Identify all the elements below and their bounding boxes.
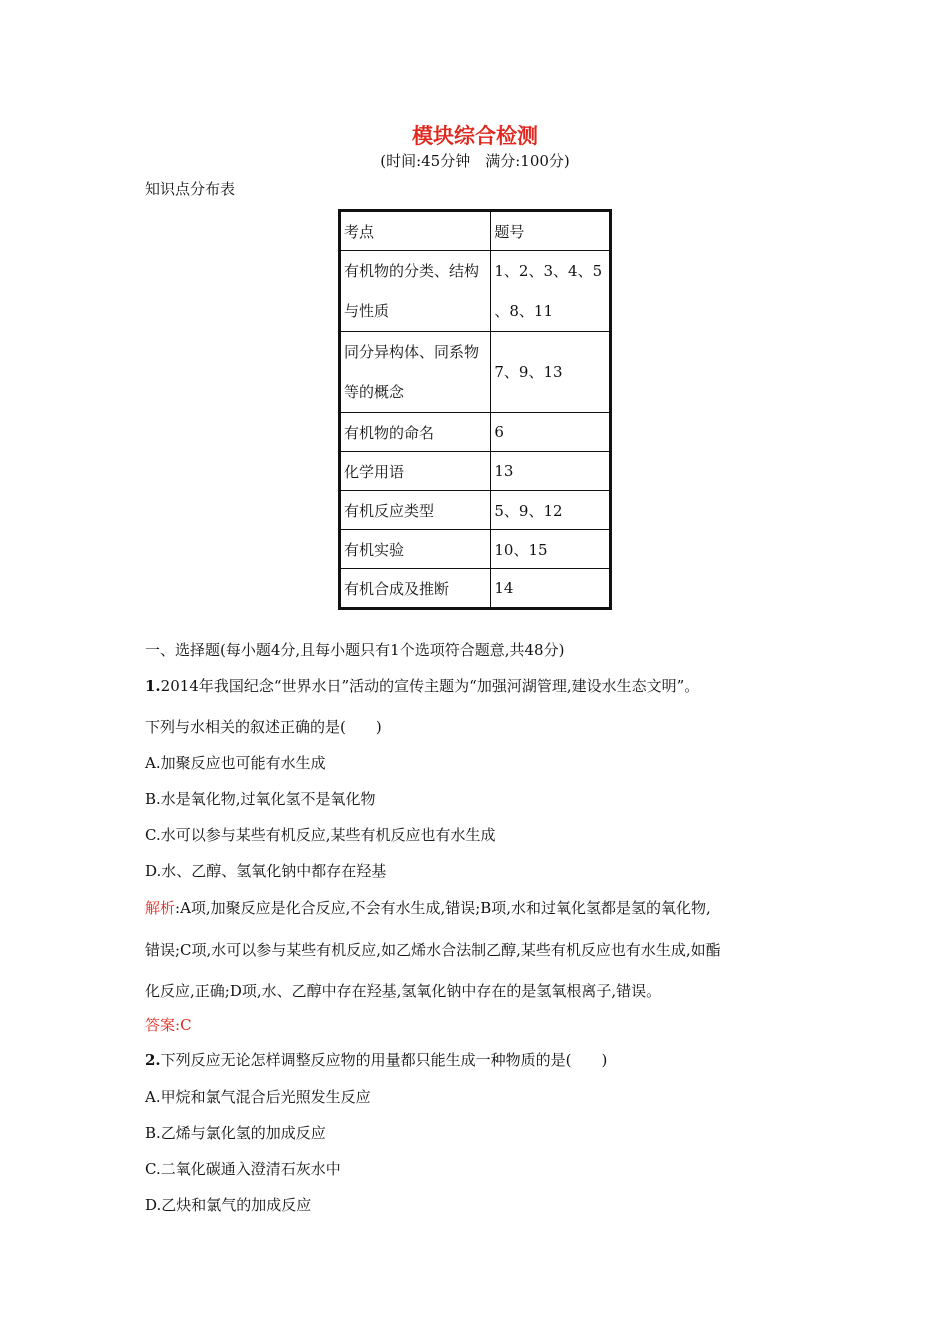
topic-cell: 有机合成及推断 (340, 569, 491, 609)
table-row (340, 569, 611, 609)
analysis-label: 解析 (145, 899, 176, 917)
question-number: 2. (145, 1051, 161, 1069)
topic-cell: 有机实验 (340, 530, 491, 569)
numbers-cell: 10、15 (491, 530, 611, 569)
numbers-cell: 14 (491, 569, 611, 609)
option-c: C.水可以参与某些有机反应,某些有机反应也有水生成 (145, 826, 496, 844)
table-row (340, 452, 611, 491)
option-b: B.乙烯与氯化氢的加成反应 (145, 1124, 326, 1142)
numbers-cell: 5、9、12 (491, 491, 611, 530)
topic-cell: 有机反应类型 (340, 491, 491, 530)
option-d: D.水、乙醇、氢氧化钠中都存在羟基 (145, 862, 387, 880)
numbers-cell: 13 (491, 452, 611, 491)
topic-cell: 同分异构体、同系物 等的概念 (340, 332, 491, 413)
question-number: 1. (145, 677, 161, 695)
table-row (340, 332, 611, 413)
numbers-cell: 1、2、3、4、5 、8、11 (491, 251, 611, 332)
option-c: C.二氧化碳通入澄清石灰水中 (145, 1160, 341, 1178)
header-question-numbers: 题号 (491, 211, 611, 251)
table-row (340, 251, 611, 332)
table-caption: 知识点分布表 (145, 180, 236, 198)
question-1-stem-cont: 下列与水相关的叙述正确的是( ) (145, 718, 382, 736)
analysis-line: 化反应,正确;D项,水、乙醇中存在羟基,氢氧化钠中存在的是氢氧根离子,错误。 (145, 982, 662, 1000)
exam-time-score: (时间:45分钟 满分:100分) (380, 152, 570, 170)
numbers-cell: 7、9、13 (491, 332, 611, 413)
table-row (340, 413, 611, 452)
question-1-stem: 1.2014年我国纪念“世界水日”活动的宣传主题为“加强河湖管理,建设水生态文明”。 (145, 677, 700, 695)
header-topic: 考点 (340, 211, 491, 251)
section-heading: 一、选择题(每小题4分,且每小题只有1个选项符合题意,共48分) (145, 641, 565, 659)
answer-label: 答案 (145, 1016, 176, 1034)
knowledge-point-table (338, 209, 612, 610)
option-a: A.加聚反应也可能有水生成 (145, 754, 326, 772)
option-b: B.水是氧化物,过氧化氢不是氧化物 (145, 790, 376, 808)
table-row (340, 530, 611, 569)
topic-cell: 化学用语 (340, 452, 491, 491)
analysis-line: 解析:A项,加聚反应是化合反应,不会有水生成,错误;B项,水和过氧化氢都是氢的氧化物, (145, 899, 711, 917)
table-header-row (340, 211, 611, 251)
question-2-stem: 2.下列反应无论怎样调整反应物的用量都只能生成一种物质的是( ) (145, 1051, 608, 1069)
analysis-line: 错误;C项,水可以参与某些有机反应,如乙烯水合法制乙醇,某些有机反应也有水生成,如酯 (145, 941, 721, 959)
answer-value: :C (175, 1016, 192, 1034)
topic-cell: 有机物的分类、结构 与性质 (340, 251, 491, 332)
numbers-cell: 6 (491, 413, 611, 452)
option-d: D.乙炔和氯气的加成反应 (145, 1196, 312, 1214)
table-row (340, 491, 611, 530)
topic-cell: 有机物的命名 (340, 413, 491, 452)
option-a: A.甲烷和氯气混合后光照发生反应 (145, 1088, 371, 1106)
answer-line (145, 1014, 192, 1035)
page-title: 模块综合检测 (412, 124, 538, 148)
